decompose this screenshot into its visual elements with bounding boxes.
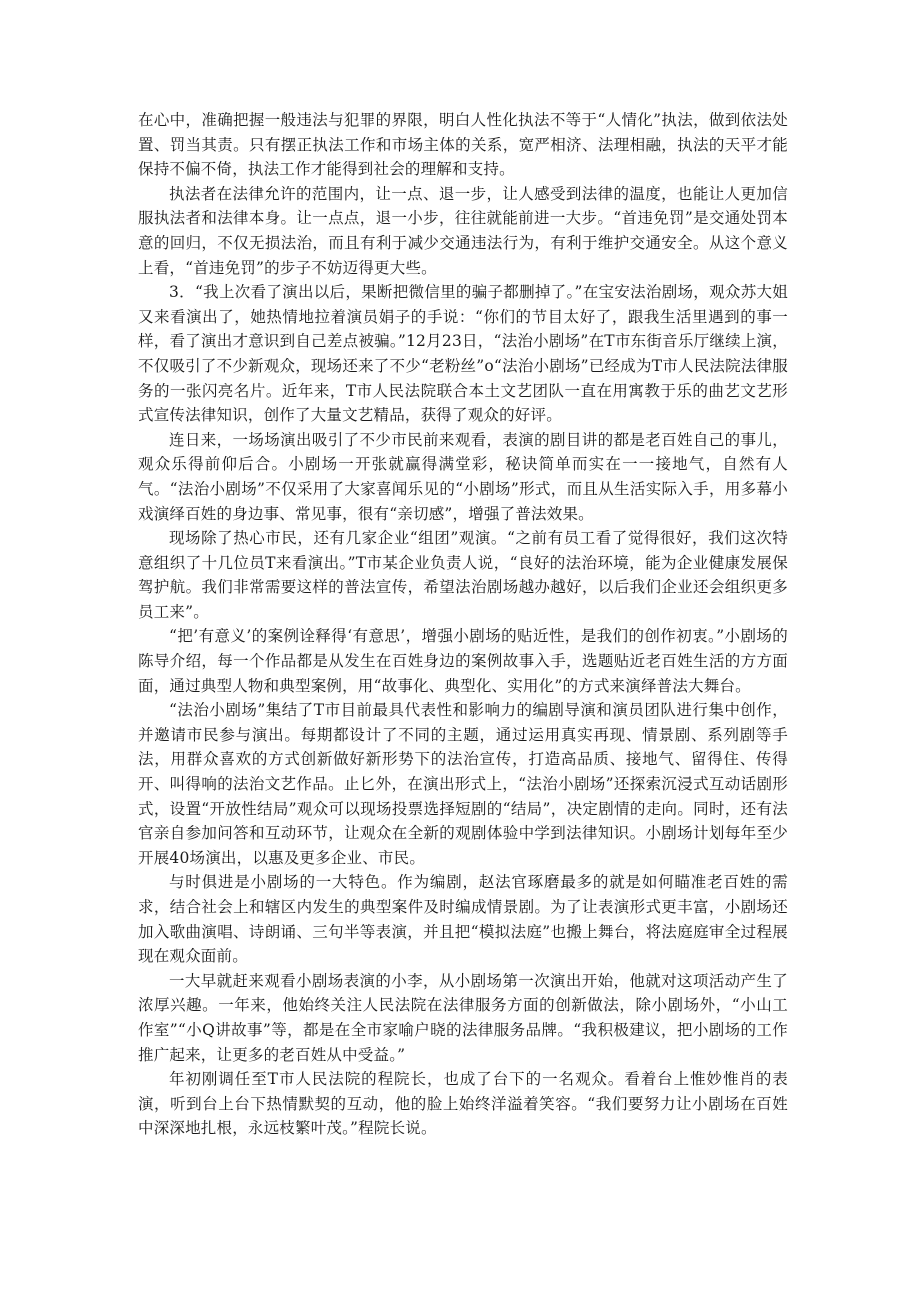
paragraph-1: 在心中，准确把握一般违法与犯罪的界限，明白人性化执法不等于“人情化”执法，做到依法处置、罚当其责。只有摆正执法工作和市场主体的关系，宽严相济、法理相融，执法的天平才能保持不偏不倚，执法工作才能得到社会的理解和支持。 bbox=[138, 111, 788, 179]
paragraph-10: 年初刚调任至T市人民法院的程院长，也成了台下的一名观众。看着台上惟妙惟肖的表演，听到台上台下热情默契的互动，他的脸上始终洋溢着笑容。“我们要努力让小剧场在百姓中深深地扎根，永远枝繁叶茂。”程院长说。 bbox=[138, 1070, 788, 1138]
paragraph-6: “把’有意义’的案例诠释得‘有意思’，增强小剧场的贴近性，是我们的创作初衷。”小剧场的陈导介绍，每一个作品都是从发生在百姓身边的案例故事入手，选题贴近老百姓生活的方方面面，通过典型人物和典型案例，用“故事化、典型化、实用化”的方式来演绎普法大舞台。 bbox=[138, 627, 788, 695]
paragraph-7: “法治小剧场”集结了T市目前最具代表性和影响力的编剧导演和演员团队进行集中创作，并邀请市民参与演出。每期都设计了不同的主题，通过运用真实再现、情景剧、系列剧等手法，用群众喜欢的方式创新做好新形势下的法治宣传，打造高品质、接地气、留得住、传得开、叫得响的法治文艺作品。止匕外，在演出形式上，“法治小剧场”还探索沉浸式互动话剧形式，设置“开放性结局”观众可以现场投票选择短剧的“结局”，决定剧情的走向。同时，还有法官亲自参加问答和互动环节，让观众在全新的观剧体验中学到法律知识。小剧场计划每年至少开展40场演出，以惠及更多企业、市民。 bbox=[138, 701, 788, 867]
paragraph-9: 一大早就赶来观看小剧场表演的小李，从小剧场第一次演出开始，他就对这项活动产生了浓厚兴趣。一年来，他始终关注人民法院在法律服务方面的创新做法，除小剧场外，“小山工作室”“小Q讲故事”等，都是在全市家喻户晓的法律服务品牌。“我积极建议，把小剧场的工作推广起来，让更多的老百姓从中受益。” bbox=[138, 971, 788, 1064]
paragraph-8: 与时俱进是小剧场的一大特色。作为编剧，赵法官琢磨最多的就是如何瞄准老百姓的需求，结合社会上和辖区内发生的典型案件及时编成情景剧。为了让表演形式更丰富，小剧场还加入歌曲演唱、诗朗诵、三句半等表演，并且把“模拟法庭”也搬上舞台，将法庭庭审全过程展现在观众面前。 bbox=[138, 873, 788, 966]
paragraph-3: 3．“我上次看了演出以后，果断把微信里的骗子都删掉了。”在宝安法治剧场，观众苏大姐又来看演出了，她热情地拉着演员娟子的手说：“你们的节目太好了，跟我生活里遇到的事一样，看了演出才意识到自己差点被骗。”12月23日，“法治小剧场”在T市东街音乐厅继续上演，不仅吸引了不少新观众，现场还来了不少“老粉丝”o“法治小剧场”已经成为T市人民法院法律服务的一张闪亮名片。近年来，T市人民法院联合本土文艺团队一直在用寓教于乐的曲艺文艺形式宣传法律知识，创作了大量文艺精品，获得了观众的好评。 bbox=[138, 283, 788, 425]
paragraph-2: 执法者在法律允许的范围内，让一点、退一步，让人感受到法律的温度，也能让人更加信服执法者和法律本身。让一点点，退一小步，往往就能前进一大步。“首违免罚”是交通处罚本意的回归，不仅无损法治，而且有利于减少交通违法行为，有利于维护交通安全。从这个意义上看，“首违免罚”的步子不妨迈得更大些。 bbox=[138, 184, 788, 277]
paragraph-4: 连日来，一场场演出吸引了不少市民前来观看，表演的剧目讲的都是老百姓自己的事儿，观众乐得前仰后合。小剧场一开张就赢得满堂彩，秘诀简单而实在一一接地气，自然有人气。“法治小剧场”不仅采用了大家喜闻乐见的“小剧场”形式，而且从生活实际入手，用多幕小戏演绎百姓的身边事、常见事，很有“亲切感”，增强了普法效果。 bbox=[138, 430, 788, 523]
document-body bbox=[138, 108, 788, 1141]
paragraph-5: 现场除了热心市民，还有几家企业“组团”观演。“之前有员工看了觉得很好，我们这次特意组织了十几位员T来看演出。”T市某企业负责人说，“良好的法治环境，能为企业健康发展保驾护航。我们非常需要这样的普法宣传，希望法治剧场越办越好，以后我们企业还会组织更多员工来”。 bbox=[138, 529, 788, 621]
